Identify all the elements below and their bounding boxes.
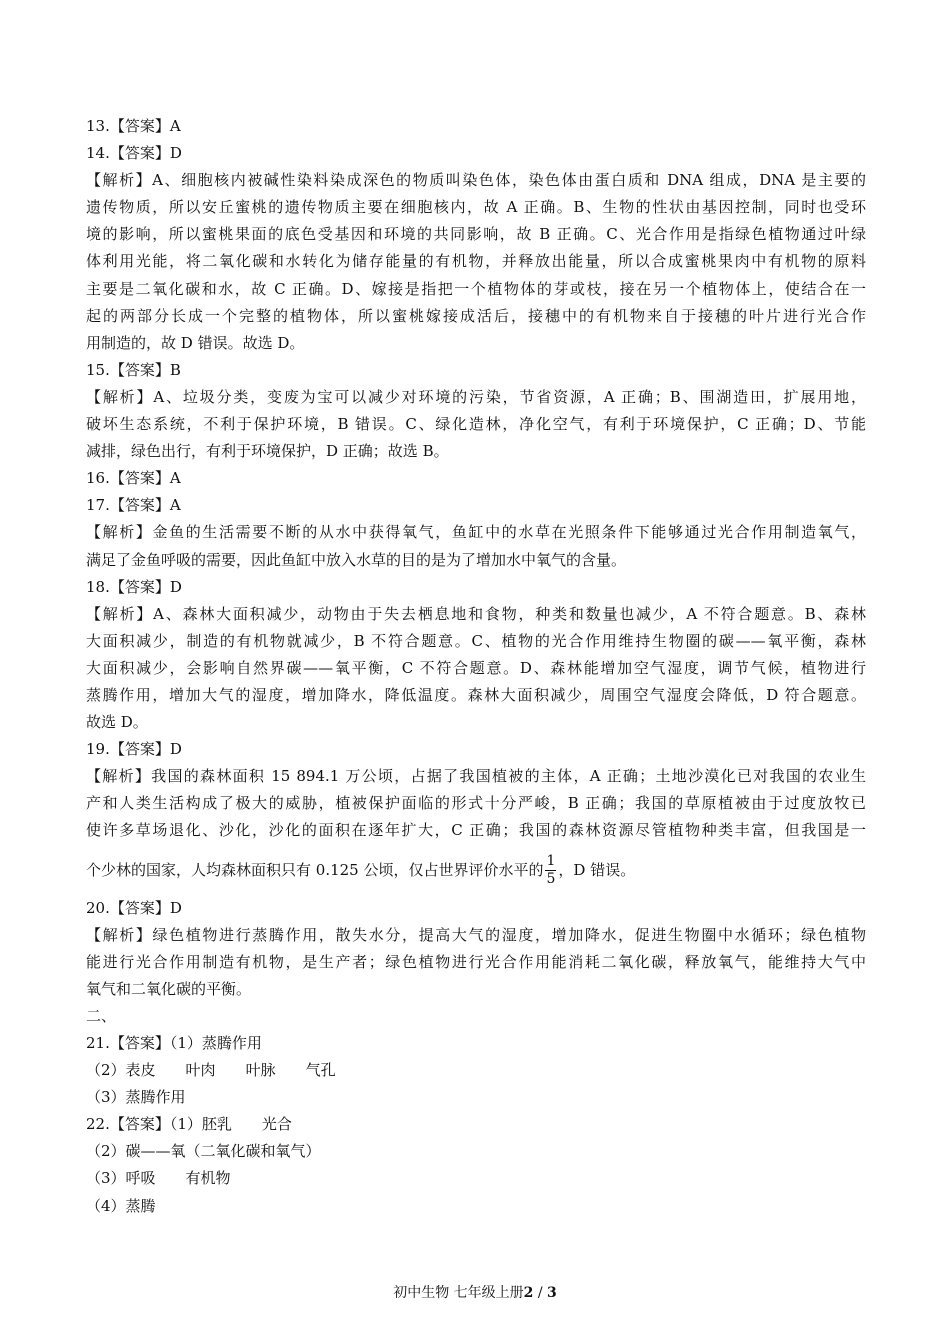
- text-line: 【解析】A、细胞核内被碱性染料染成深色的物质叫染色体，染色体由蛋白质和 DNA 组成，DNA 是主要的: [86, 171, 866, 190]
- text-line: 【解析】A、垃圾分类，变废为宝可以减少对环境的污染，节省资源，A 正确；B、围湖造田，扩展用地，: [86, 387, 866, 406]
- text-line: 体利用光能，将二氧化碳和水转化为储存能量的有机物，并释放出能量，所以合成蜜桃果肉中有机物的原料: [86, 252, 866, 271]
- answer-content: [86, 113, 866, 1220]
- text-line: 境的影响，所以蜜桃果面的底色受基因和环境的共同影响，故 B 正确。C、光合作用是指绿色植物通过叶绿: [86, 225, 866, 244]
- text-line: 【解析】绿色植物进行蒸腾作用，散失水分，提高大气的湿度，增加降水，促进生物圈中水循环；绿色植物: [86, 925, 866, 944]
- text-line: 使许多草场退化、沙化，沙化的面积在逐年扩大，C 正确；我国的森林资源尽管植物种类丰富，但我国是一: [86, 821, 867, 840]
- text-line: 满足了金鱼呼吸的需要，因此鱼缸中放入水草的目的是为了增加水中氧气的含量。: [86, 550, 627, 569]
- fraction-denominator: 5: [546, 871, 556, 888]
- answer-part: 叶脉: [245, 1061, 276, 1080]
- text-line: 用制造的，故 D 错误。故选 D。: [86, 333, 305, 352]
- fraction-numerator: 1: [546, 853, 556, 870]
- fraction-line-before: 个少林的国家，人均森林面积只有 0.125 公顷，仅占世界评价水平的: [86, 860, 544, 879]
- fraction-line-after: ，D 错误。: [558, 860, 636, 879]
- answer-part: （2）表皮: [86, 1061, 156, 1080]
- footer-total-pages: 3: [547, 1285, 557, 1301]
- text-line: 氧气和二氧化碳的平衡。: [86, 979, 252, 998]
- answer-part: 叶肉: [185, 1061, 216, 1080]
- text-line: 大面积减少，制造的有机物就减少，B 不符合题意。C、植物的光合作用维持生物圈的碳——氧平衡，森林: [86, 631, 866, 650]
- q21-answer-line-2: [86, 1057, 866, 1084]
- text-line: 【解析】金鱼的生活需要不断的从水中获得氧气，鱼缸中的水草在光照条件下能够通过光合作用制造氧气，: [86, 523, 866, 542]
- text-line: 21.【答案】（1）蒸腾作用: [86, 1034, 262, 1052]
- text-line: （3）蒸腾作用: [86, 1088, 186, 1107]
- text-line: 17.【答案】A: [86, 496, 181, 515]
- text-line: 13.【答案】A: [86, 117, 181, 135]
- footer-title: 初中生物 七年级上册: [393, 1285, 524, 1301]
- text-line: 故选 D。: [86, 713, 148, 732]
- text-line: 起的两部分长成一个完整的植物体，所以蜜桃嫁接成活后，接穗中的有机物来自于接穗的叶片进行光合作: [86, 306, 866, 325]
- text-line: 14.【答案】D: [86, 144, 182, 163]
- text-line: 蒸腾作用，增加大气的湿度，增加降水，降低温度。森林大面积减少，周围空气湿度会降低，D 符合题意。: [86, 685, 866, 704]
- page-footer: [0, 1284, 950, 1302]
- text-line: 主要是二氧化碳和水，故 C 正确。D、嫁接是指把一个植物体的芽或枝，接在另一个植物体上，使结合在一: [86, 279, 866, 298]
- text-line: 破坏生态系统，不利于保护环境，B 错误。C、绿化造林，净化空气，有利于环境保护，C 正确；D、节能: [86, 415, 866, 434]
- text-line: 【解析】A、森林大面积减少，动物由于失去栖息地和食物，种类和数量也减少，A 不符合题意。B、森林: [86, 604, 866, 623]
- text-line: （2）碳——氧（二氧化碳和氧气）: [86, 1142, 321, 1161]
- footer-page-number: 2: [523, 1285, 534, 1301]
- answer-part: 22.【答案】（1）胚乳: [86, 1115, 232, 1134]
- text-line: 16.【答案】A: [86, 469, 181, 488]
- q22-answer-line-1: [86, 1111, 866, 1138]
- text-line: 【解析】我国的森林面积 15 894.1 万公顷，占据了我国植被的主体，A 正确；土地沙漠化已对我国的农业生: [86, 767, 866, 786]
- answer-part: （3）呼吸: [86, 1169, 156, 1188]
- text-line: 18.【答案】D: [86, 577, 182, 596]
- text-line: （4）蒸腾: [86, 1196, 156, 1215]
- footer-separator: /: [537, 1285, 543, 1301]
- answer-part: 气孔: [305, 1061, 336, 1080]
- text-line: 大面积减少，会影响自然界碳——氧平衡，C 不符合题意。D、森林能增加空气湿度，调节气候，植物进行: [86, 658, 866, 677]
- fraction-line: [86, 845, 866, 895]
- text-line: 能进行光合作用制造有机物，是生产者；绿色植物进行光合作用能消耗二氧化碳，释放氧气，能维持大气中: [86, 952, 866, 971]
- fraction-one-fifth: [545, 853, 556, 888]
- text-line: 产和人类生活构成了极大的威胁，植被保护面临的形式十分严峻，B 正确；我国的草原植被由于过度放牧已: [86, 794, 866, 813]
- text-line: 15.【答案】B: [86, 360, 181, 379]
- answer-part: 光合: [261, 1115, 292, 1134]
- text-line: 遗传物质，所以安丘蜜桃的遗传物质主要在细胞核内，故 A 正确。B、生物的性状由基因控制，同时也受环: [86, 198, 866, 217]
- text-line: 19.【答案】D: [86, 740, 182, 759]
- text-line: 减排，绿色出行，有利于环境保护，D 正确；故选 B。: [86, 442, 449, 461]
- q22-answer-line-3: [86, 1165, 866, 1192]
- section-heading: 二、: [86, 1006, 117, 1025]
- answer-part: 有机物: [185, 1169, 231, 1188]
- text-line: 20.【答案】D: [86, 898, 182, 917]
